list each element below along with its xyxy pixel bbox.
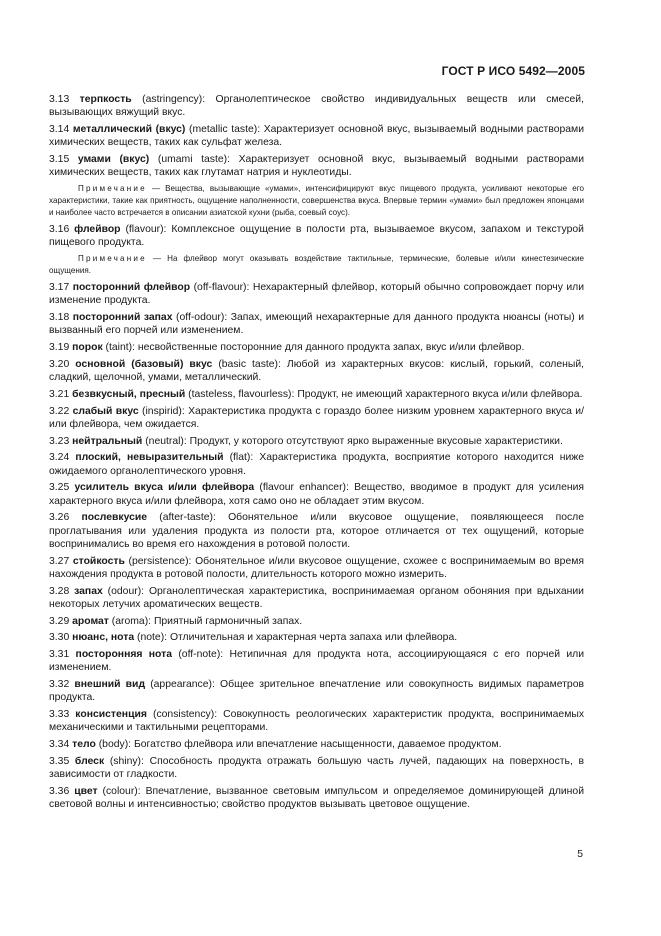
- entry-number: 3.29: [49, 615, 70, 627]
- term-definition: Богатство флейвора или впечатление насыщенности, даваемое продуктом.: [133, 739, 502, 751]
- entry-number: 3.18: [49, 311, 70, 323]
- document-body: [49, 93, 584, 815]
- term-definition: Общее зрительное впечатление или совокупность видимых параметров продукта.: [49, 679, 584, 704]
- term-name: умами (вкус): [77, 154, 150, 165]
- term-definition: Отличительная и характерная черта запаха или флейвора.: [169, 632, 458, 644]
- term-entry-3-26: [49, 511, 584, 551]
- term-english: (flavour enhancer):: [259, 482, 349, 494]
- term-name: послевкусие: [81, 512, 148, 524]
- term-name: аромат: [72, 615, 109, 627]
- term-english: (shiny):: [109, 755, 144, 767]
- entry-number: 3.30: [49, 632, 70, 644]
- term-english: (metallic taste):: [188, 124, 261, 135]
- term-definition: Совокупность реологических характеристик продукта, воспринимаемых механическими и тактильными рецепторами.: [49, 709, 585, 734]
- term-english: (consistency):: [152, 709, 218, 721]
- term-english: (inspirid):: [142, 405, 185, 417]
- entry-number: 3.25: [49, 482, 70, 494]
- note-flavour: [49, 253, 584, 276]
- term-name: плоский, невыразительный: [75, 452, 224, 464]
- entry-number: 3.26: [49, 512, 70, 524]
- term-definition: Приятный гармоничный запах.: [153, 615, 303, 627]
- term-entry-3-30: [49, 631, 584, 644]
- entry-number: 3.17: [49, 281, 70, 293]
- term-name: консистенция: [75, 709, 147, 721]
- term-english: (colour):: [102, 785, 141, 797]
- entry-number: 3.36: [49, 785, 70, 797]
- term-entry-3-29: [49, 615, 584, 628]
- entry-number: 3.20: [49, 358, 70, 370]
- document-header: ГОСТ Р ИСО 5492—2005: [441, 64, 585, 78]
- term-english: (odour):: [107, 585, 145, 597]
- term-name: усилитель вкуса и/или флейвора: [74, 482, 255, 494]
- term-english: (flat):: [229, 452, 254, 464]
- term-english: (umami taste):: [157, 154, 230, 165]
- term-english: (off-note):: [178, 649, 224, 661]
- term-name: стойкость: [72, 555, 125, 567]
- term-entry-3-24: [49, 451, 584, 477]
- note-text: — На флейвор могут оказывать воздействие тактильные, термические, болевые и/или кинестезические ощущения.: [49, 254, 584, 275]
- term-definition: Способность продукта отражать большую часть лучей, падающих на поверхность, в зависимости от гладкости.: [49, 755, 585, 781]
- term-entry-3-20: [49, 358, 584, 384]
- entry-number: 3.23: [49, 435, 70, 447]
- term-english: (after-taste):: [159, 512, 216, 524]
- term-english: (aroma):: [111, 615, 152, 627]
- term-name: посторонний флейвор: [72, 281, 191, 293]
- entry-number: 3.16: [49, 223, 70, 235]
- entry-number: 3.34: [49, 739, 70, 751]
- entry-number: 3.35: [49, 755, 70, 767]
- term-name: терпкость: [79, 94, 132, 105]
- term-name: слабый вкус: [72, 405, 139, 417]
- term-entry-3-13: [49, 93, 584, 119]
- term-name: порок: [72, 341, 103, 353]
- term-definition: Любой из характерных вкусов: кислый, горький, соленый, сладкий, щелочной, умами, металлический.: [49, 358, 585, 383]
- term-entry-3-14: [49, 123, 584, 149]
- entry-number: 3.14: [49, 124, 70, 135]
- term-name: посторонняя нота: [75, 649, 173, 661]
- term-english: (tasteless, flavourless):: [188, 388, 295, 400]
- term-english: (astringency):: [142, 94, 206, 105]
- term-entry-3-34: [49, 738, 584, 751]
- term-name: нюанс, нота: [72, 632, 135, 644]
- term-entry-3-32: [49, 678, 584, 704]
- term-name: флейвор: [74, 223, 121, 235]
- term-definition: несвойственные посторонние для данного продукта запах, вкус и/или флейвор.: [137, 341, 525, 353]
- term-english: (body):: [98, 739, 132, 751]
- term-english: (appearance):: [150, 679, 215, 691]
- page-number: 5: [577, 849, 583, 860]
- term-definition: Характеристика продукта, восприятие которого находится ниже ожидаемого органолептического уровня.: [49, 452, 584, 477]
- term-english: (persistence):: [128, 555, 192, 567]
- note-label: Примечание: [78, 254, 147, 264]
- term-entry-3-17: [49, 281, 584, 307]
- entry-number: 3.15: [49, 154, 70, 165]
- term-definition: Нехарактерный флейвор, который обычно сопровождает порчу или изменение продукта.: [49, 281, 585, 307]
- term-entry-3-35: [49, 755, 584, 781]
- term-definition: Продукт, у которого отсутствуют ярко выраженные вкусовые характеристики.: [189, 435, 563, 447]
- term-name: металлический (вкус): [72, 124, 186, 135]
- note-text: — Вещества, вызывающие «умами», интенсифицируют вкус пищевого продукта, усиливают некоторые его характеристики, такие как приятность, ощущение наполненности, совершенства вкуса. Впервые термин «умами» был предложен японцами и наиболее часто встречается в описании азиатской кухни (рыба, соевый соус).: [49, 184, 585, 217]
- entry-number: 3.13: [49, 94, 70, 105]
- term-entry-3-21: [49, 388, 584, 401]
- note-label: Примечание: [78, 184, 147, 194]
- entry-number: 3.22: [49, 405, 70, 417]
- term-name: блеск: [74, 755, 105, 767]
- term-english: (taint):: [105, 341, 135, 353]
- term-english: (off-flavour):: [193, 281, 250, 293]
- term-entry-3-16: [49, 223, 584, 249]
- term-definition: Запах, имеющий нехарактерные для данного продукта нюансы (ноты) и вызванный его порчей или изменением.: [49, 311, 584, 337]
- entry-number: 3.24: [49, 452, 70, 464]
- term-name: посторонний запах: [72, 311, 173, 323]
- term-english: (basic taste):: [218, 358, 281, 370]
- term-name: внешний вид: [74, 679, 146, 691]
- term-entry-3-19: [49, 341, 584, 354]
- term-definition: Комплексное ощущение в полости рта, вызываемое вкусом, запахом и текстурой пищевого продукта.: [49, 223, 584, 248]
- term-name: нейтральный: [72, 435, 143, 447]
- term-entry-3-36: [49, 785, 584, 811]
- term-entry-3-27: [49, 555, 584, 581]
- entry-number: 3.27: [49, 555, 70, 567]
- term-name: тело: [72, 739, 96, 751]
- term-english: (flavour):: [125, 223, 167, 235]
- entry-number: 3.31: [49, 649, 70, 661]
- term-definition: Впечатление, вызванное световым импульсом и определяемое доминирующей длиной световой волны и интенсивностью; свойство продуктов вызывать цветовое ощущение.: [49, 785, 585, 811]
- entry-number: 3.32: [49, 679, 70, 691]
- term-name: запах: [74, 585, 103, 597]
- term-name: основной (базовый) вкус: [75, 358, 213, 370]
- term-definition: Органолептическое свойство индивидуальных веществ или смесей, вызывающих вяжущий вкус.: [49, 94, 584, 119]
- term-entry-3-23: [49, 435, 584, 448]
- term-entry-3-31: [49, 648, 584, 674]
- term-definition: Нетипичная для продукта нота, ассоциирующаяся с его порчей или изменением.: [49, 649, 585, 674]
- term-entry-3-15: [49, 153, 584, 179]
- term-entry-3-18: [49, 311, 584, 337]
- term-english: (off-odour):: [176, 311, 228, 323]
- term-entry-3-25: [49, 481, 584, 507]
- term-entry-3-22: [49, 405, 584, 431]
- term-entry-3-33: [49, 708, 584, 734]
- entry-number: 3.21: [49, 388, 70, 400]
- entry-number: 3.33: [49, 709, 70, 721]
- term-definition: Обонятельное и/или вкусовое ощущение, схожее с воспринимаемым во время нахождения продукта в ротовой полости, длительность которого можно измерить.: [49, 555, 585, 580]
- note-umami: [49, 183, 584, 218]
- term-definition: Продукт, не имеющий характерного вкуса и/или флейвора.: [297, 388, 583, 400]
- term-definition: Вещество, вводимое в продукт для усиления характерного вкуса и/или флейвора, хотя само оно не обладает этим вкусом.: [49, 482, 585, 507]
- entry-number: 3.28: [49, 585, 70, 597]
- term-definition: Органолептическая характеристика, воспринимаемая органом обоняния при вдыхании некоторых летучих ароматических веществ.: [49, 585, 584, 610]
- term-name: безвкусный, пресный: [72, 388, 186, 400]
- term-definition: Характеризует основной вкус, вызываемый водными растворами химических веществ, таких как сульфат железа.: [49, 124, 585, 149]
- term-english: (note):: [137, 632, 168, 644]
- term-name: цвет: [74, 785, 98, 797]
- term-definition: Характеризует основной вкус, вызываемый водными растворами химических веществ, таких как глутамат натрия и нуклеотиды.: [49, 154, 585, 179]
- term-english: (neutral):: [145, 435, 187, 447]
- term-entry-3-28: [49, 585, 584, 611]
- entry-number: 3.19: [49, 341, 70, 353]
- term-definition: Характеристика продукта с гораздо более низким уровнем характерного вкуса и/или флейвора, чем ожидается.: [49, 405, 584, 430]
- term-definition: Обонятельное и/или вкусовое ощущение, появляющееся после проглатывания или удаления продукта из полости рта, которое отличается от тех ощущений, которые воспринимались во время его нахождения в ротовой полости.: [49, 512, 585, 550]
